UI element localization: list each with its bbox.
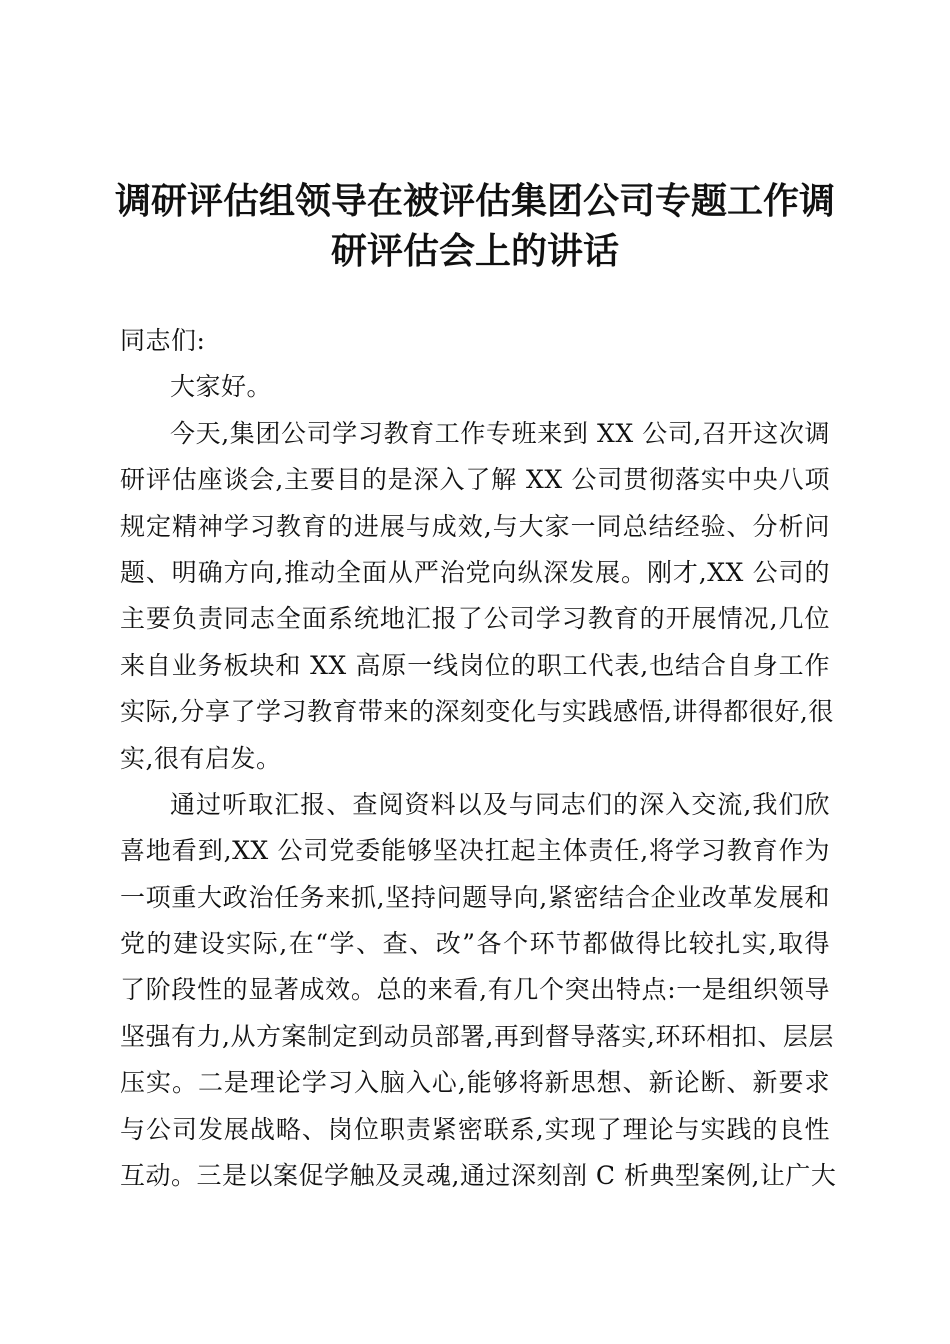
paragraph-line: 规定精神学习教育的进展与成效,与大家一同总结经验、分析问 xyxy=(120,511,830,541)
paragraph-line: 来自业务板块和 XX 高原一线岗位的职工代表,也结合自身工作 xyxy=(120,650,830,680)
paragraph-line: 互动。三是以案促学触及灵魂,通过深刻剖 C 析典型案例,让广大 xyxy=(120,1161,837,1191)
paragraph-line: 实际,分享了学习教育带来的深刻变化与实践感悟,讲得都很好,很 xyxy=(120,697,834,727)
paragraph-line: 党的建设实际,在“学、查、改”各个环节都做得比较扎实,取得 xyxy=(120,929,830,959)
paragraph-line: 坚强有力,从方案制定到动员部署,再到督导落实,环环相扣、层层 xyxy=(120,1021,834,1051)
paragraph-line: 一项重大政治任务来抓,坚持问题导向,紧密结合企业改革发展和 xyxy=(120,882,830,912)
paragraph-2 xyxy=(120,782,837,1200)
paragraph-line: 研评估座谈会,主要目的是深入了解 XX 公司贯彻落实中央八项 xyxy=(120,465,830,495)
title-line-1: 调研评估组领导在被评估集团公司专题工作调 xyxy=(114,180,835,222)
paragraph-line: 了阶段性的显著成效。总的来看,有几个突出特点:一是组织领导 xyxy=(120,975,830,1005)
paragraph-line: 主要负责同志全面系统地汇报了公司学习教育的开展情况,几位 xyxy=(120,604,830,634)
paragraph-1 xyxy=(120,411,834,782)
paragraph-line: 压实。二是理论学习入脑入心,能够将新思想、新论断、新要求 xyxy=(120,1068,830,1098)
salutation: 同志们: xyxy=(120,326,206,355)
paragraph-line: 今天,集团公司学习教育工作专班来到 XX 公司,召开这次调 xyxy=(170,418,830,448)
title-line-2: 研评估会上的讲话 xyxy=(330,230,619,272)
document-title xyxy=(110,176,840,276)
greeting: 大家好。 xyxy=(170,372,273,402)
paragraph-line: 实,很有启发。 xyxy=(120,743,282,773)
paragraph-line: 与公司发展战略、岗位职责紧密联系,实现了理论与实践的良性 xyxy=(120,1114,830,1144)
paragraph-line: 喜地看到,XX 公司党委能够坚决扛起主体责任,将学习教育作为 xyxy=(120,836,830,866)
document-body xyxy=(120,318,837,1199)
paragraph-line: 通过听取汇报、查阅资料以及与同志们的深入交流,我们欣 xyxy=(170,789,830,819)
paragraph-line: 题、明确方向,推动全面从严治党向纵深发展。刚才,XX 公司的 xyxy=(120,557,830,587)
